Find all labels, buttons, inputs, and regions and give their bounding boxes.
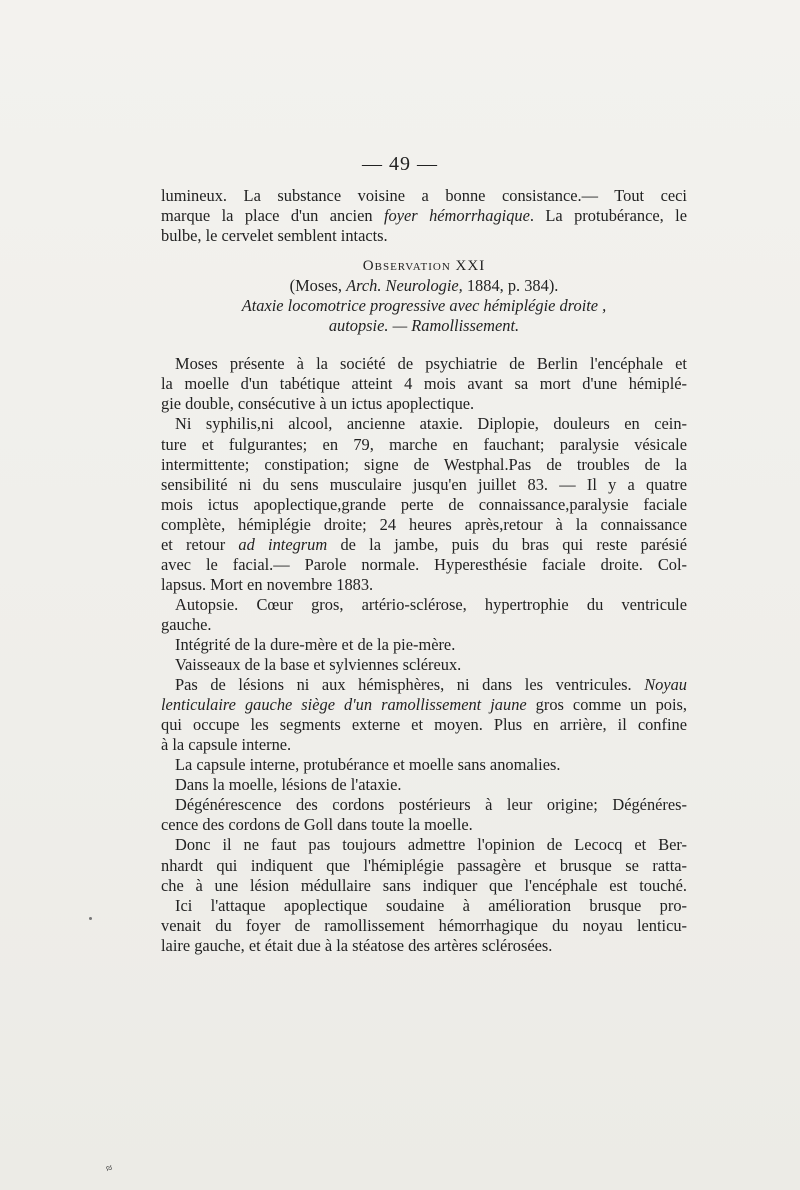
text-line: bulbe, le cervelet semblent intacts. [161, 226, 388, 246]
text-line: Dégénérescence des cordons postérieurs à leur origine; Dégénéres- [175, 795, 687, 815]
text-line: qui occupe les segments externe et moyen. Plus en arrière, il confine [161, 715, 687, 735]
text-line: Donc il ne faut pas toujours admettre l'opinion de Lecocq et Ber- [175, 835, 687, 855]
text-line: Pas de lésions ni aux hémisphères, ni dans les ventricules. Noyau [175, 675, 687, 695]
text-line: Intégrité de la dure-mère et de la pie-mère. [175, 634, 456, 654]
observation-subtitle: autopsie. — Ramollissement. [328, 316, 520, 336]
text-line: venait du foyer de ramollissement hémorrhagique du noyau lenticu- [161, 915, 687, 935]
text-line: sensibilité ni du sens musculaire jusqu'en juillet 83. — Il y a quatre [161, 474, 687, 494]
text-line: la moelle d'un tabétique atteint 4 mois avant sa mort d'une hémiplé- [161, 374, 687, 394]
text-line: nhardt qui indiquent que l'hémiplégie passagère et brusque se ratta- [161, 855, 687, 875]
text-line: complète, hémiplégie droite; 24 heures après,retour à la connaissance [161, 514, 687, 534]
observation-source: (Moses, Arch. Neurologie, 1884, p. 384). [289, 276, 559, 296]
text-line: Ici l'attaque apoplectique soudaine à amélioration brusque pro- [175, 895, 687, 915]
text-line: mois ictus apoplectique,grande perte de connaissance,paralysie faciale [161, 494, 687, 514]
text-line: avec le facial.— Parole normale. Hyperesthésie faciale droite. Col- [161, 554, 687, 574]
text-line: Vaisseaux de la base et sylviennes scléreux. [175, 655, 462, 675]
page-body [161, 186, 687, 956]
ink-mark: ≈ [103, 1160, 115, 1176]
italic-term: foyer hémorrhagique [383, 206, 530, 226]
text-line: gauche. [161, 614, 212, 634]
text-line: à la capsule interne. [161, 735, 292, 755]
observation-heading: Observation XXI [362, 258, 486, 275]
ink-speck [89, 917, 92, 920]
text-line: ture et fulgurantes; en 79, marche en fauchant; paralysie vésicale [161, 434, 687, 454]
text-line: intermittente; constipation; signe de Westphal.Pas de troubles de la [161, 454, 687, 474]
text-line: che à une lésion médullaire sans indiquer que l'encéphale est touché. [161, 875, 687, 895]
page-number: — 49 — [362, 153, 438, 175]
text-line: et retour ad integrum de la jambe, puis du bras qui reste parésié [161, 534, 687, 554]
text-line: marque la place d'un ancien foyer hémorrhagique. La protubérance, le [161, 206, 687, 226]
text-line: laire gauche, et était due à la stéatose des artères sclérosées. [161, 935, 553, 955]
text-line: gie double, consécutive à un ictus apoplectique. [161, 394, 475, 414]
text-line: Autopsie. Cœur gros, artério-sclérose, hypertrophie du ventricule [175, 594, 687, 614]
text-line: La capsule interne, protubérance et moelle sans anomalies. [175, 755, 561, 775]
text-line: lenticulaire gauche siège d'un ramollissement jaune gros comme un pois, [161, 695, 687, 715]
text-line: cence des cordons de Goll dans toute la moelle. [161, 815, 473, 835]
text-line: Moses présente à la société de psychiatrie de Berlin l'encéphale et [175, 354, 687, 374]
text-line: lapsus. Mort en novembre 1883. [161, 574, 374, 594]
text-line: Dans la moelle, lésions de l'ataxie. [175, 775, 402, 795]
text-line: Ni syphilis,ni alcool, ancienne ataxie. Diplopie, douleurs en cein- [175, 414, 687, 434]
observation-subtitle: Ataxie locomotrice progressive avec hémiplégie droite , [241, 296, 607, 316]
text-line: lumineux. La substance voisine a bonne consistance.— Tout ceci [161, 186, 687, 205]
